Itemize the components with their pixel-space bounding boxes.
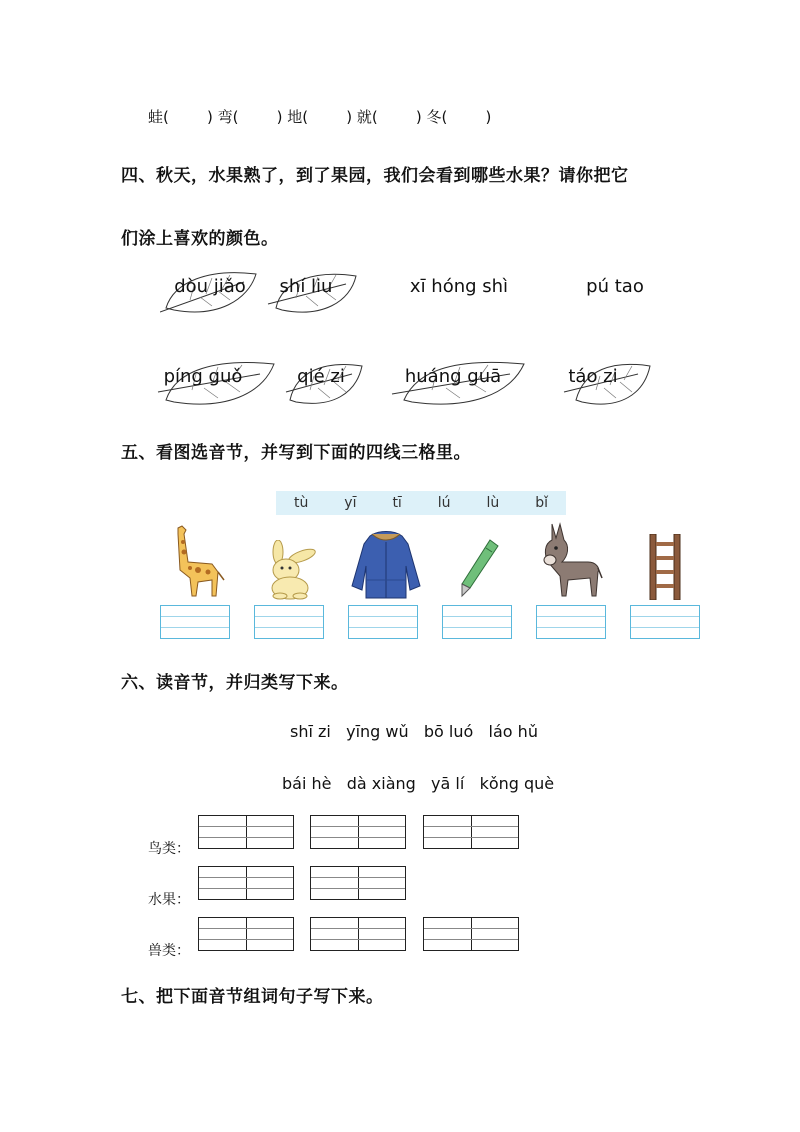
fruit-pinyin: pú tao <box>586 276 644 297</box>
fruit-pinyin: dòu jiǎo <box>174 276 246 297</box>
fruit-pinyin: xī hóng shì <box>409 276 509 297</box>
answer-grid-3[interactable] <box>348 605 418 639</box>
write-cell[interactable] <box>423 917 519 951</box>
syllable: tù <box>293 495 309 511</box>
fruit-leaf-6[interactable] <box>284 352 366 412</box>
write-cell[interactable] <box>198 815 294 849</box>
section5-heading: 五、看图选音节，并写到下面的四线三格里。 <box>121 443 471 463</box>
category-label-beasts: 兽类： <box>148 943 190 959</box>
fruit-leaf-1[interactable] <box>160 262 260 322</box>
answer-grid-5[interactable] <box>536 605 606 639</box>
category-label-fruits: 水果： <box>148 892 190 908</box>
ladder-icon <box>648 534 682 600</box>
fruit-item-3[interactable] <box>404 262 514 322</box>
giraffe-icon <box>168 522 226 600</box>
syllable: lú <box>437 495 451 511</box>
syllable-line-1: shī zi yīng wǔ bō luó láo hǔ <box>290 722 538 741</box>
fruit-pinyin: píng guǒ <box>163 366 243 387</box>
answer-grid-1[interactable] <box>160 605 230 639</box>
donkey-icon <box>538 522 604 598</box>
section6-heading: 六、读音节，并归类写下来。 <box>121 673 349 693</box>
answer-grid-2[interactable] <box>254 605 324 639</box>
pen-icon <box>456 538 500 598</box>
write-cell[interactable] <box>198 917 294 951</box>
fruit-leaf-8[interactable] <box>560 352 654 412</box>
fruit-pinyin: táo zi <box>568 366 618 387</box>
write-cell[interactable] <box>423 815 519 849</box>
answer-grid-4[interactable] <box>442 605 512 639</box>
fruit-pinyin: huáng guā <box>404 366 502 387</box>
section4-heading-line1: 四、秋天，水果熟了，到了果园，我们会看到哪些水果？请你把它 <box>121 166 629 186</box>
syllable-bank <box>276 491 566 515</box>
syllable: lù <box>486 495 500 511</box>
fruit-item-4[interactable] <box>570 262 660 322</box>
answer-grid-6[interactable] <box>630 605 700 639</box>
fruit-pinyin: qié zi <box>297 366 345 387</box>
fruit-leaf-5[interactable] <box>156 352 278 412</box>
fruit-pinyin: shí liu <box>279 276 333 297</box>
syllable: bǐ <box>535 495 548 511</box>
coat-icon <box>348 530 424 602</box>
section7-heading: 七、把下面音节组词句子写下来。 <box>121 987 384 1007</box>
fill-in-row: 蛙( ) 弯( ) 地( ) 就( ) 冬( ) <box>148 108 492 126</box>
section4-heading-line2: 们涂上喜欢的颜色。 <box>121 229 279 249</box>
fruit-leaf-7[interactable] <box>390 352 528 412</box>
category-label-birds: 鸟类： <box>148 841 190 857</box>
write-cell[interactable] <box>310 866 406 900</box>
syllable-line-2: bái hè dà xiàng yā lí kǒng què <box>282 774 555 793</box>
syllable: yī <box>344 495 357 511</box>
rabbit-icon <box>262 540 318 600</box>
write-cell[interactable] <box>198 866 294 900</box>
syllable: tī <box>392 495 402 511</box>
fruit-leaf-2[interactable] <box>266 262 362 322</box>
write-cell[interactable] <box>310 815 406 849</box>
write-cell[interactable] <box>310 917 406 951</box>
